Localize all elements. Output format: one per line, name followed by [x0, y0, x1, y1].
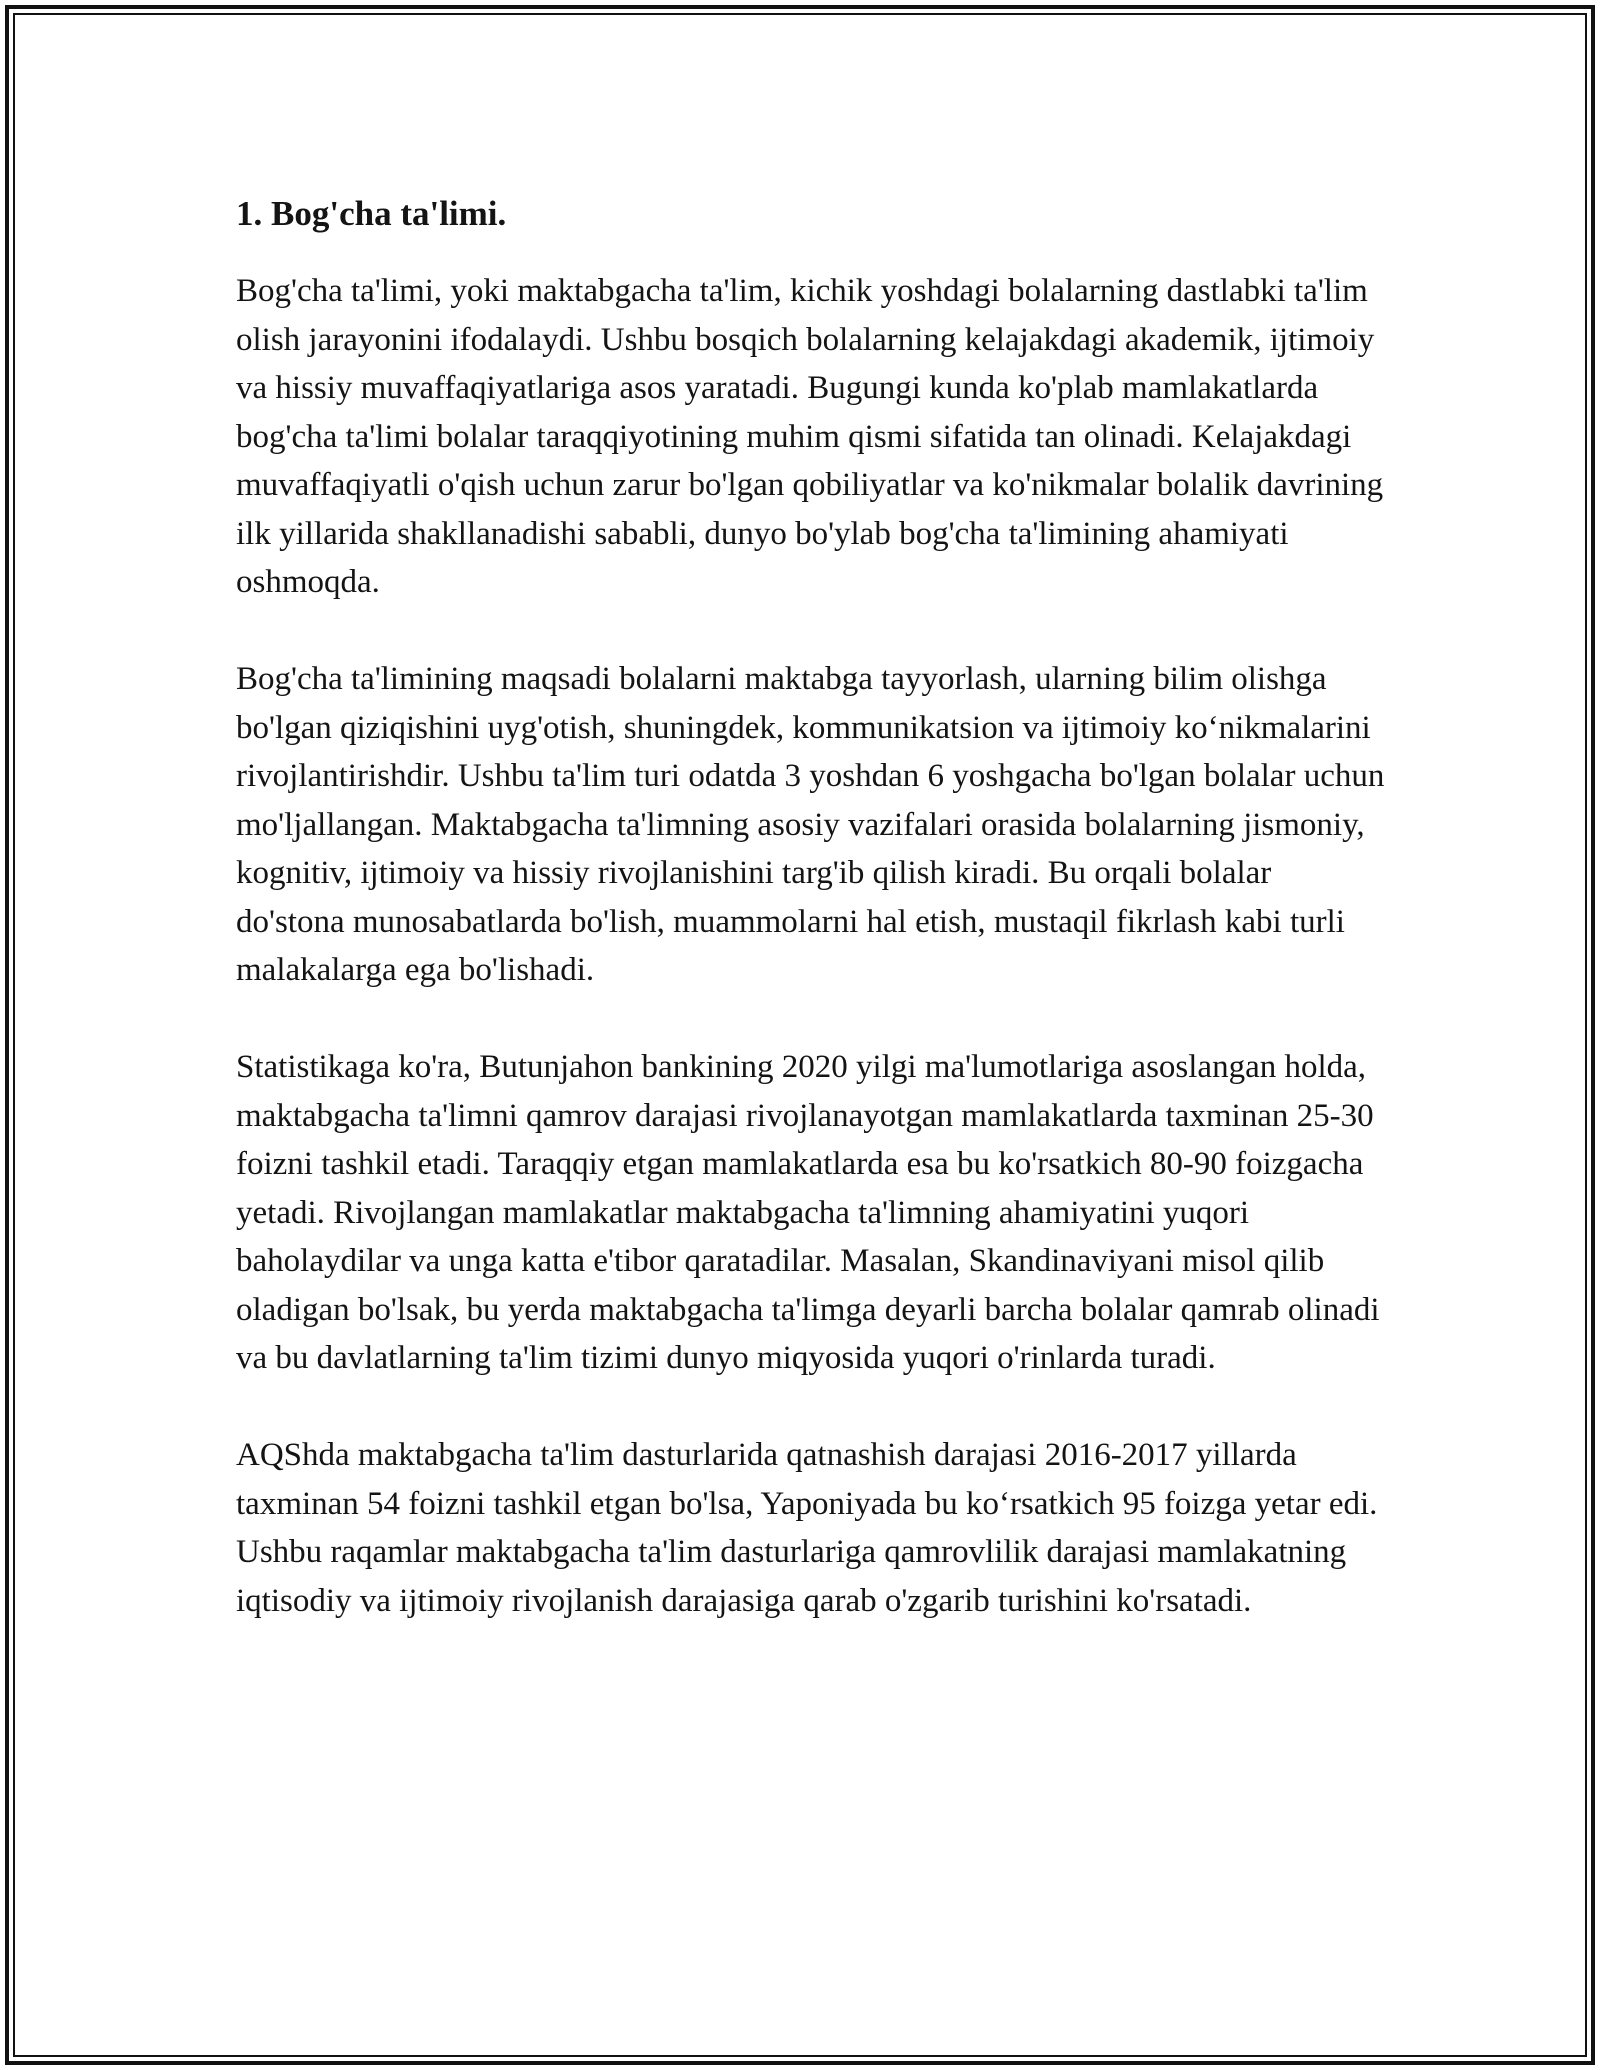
paragraph-goals: Bog'cha ta'limining maqsadi bolalarni maktabga tayyorlash, ularning bilim olishga bo'lgan qiziqishini uyg'otish, shuningdek, kommunikatsion va ijtimoiy ko‘nikmalarini rivojlantirishdir. Ushbu ta'lim turi odatda 3 yoshdan 6 yoshgacha bo'lgan bolalar uchun mo'ljallangan. Maktabgacha ta'limning asosiy vazifalari orasida bolalarning jismoniy, kognitiv, ijtimoiy va hissiy rivojlanishini targ'ib qilish kiradi. Bu orqali bolalar do'stona munosabatlarda bo'lish, muammolarni hal etish, mustaqil fikrlash kabi turli malakalarga ega bo'lishadi.	[236, 661, 1385, 988]
paragraph-usa-japan: AQShda maktabgacha ta'lim dasturlarida qatnashish darajasi 2016-2017 yillarda taxminan 54 foizni tashkil etgan bo'lsa, Yaponiyada bu ko‘rsatkich 95 foizga yetar edi. Ushbu raqamlar maktabgacha ta'lim dasturlariga qamrovlilik darajasi mamlakatning iqtisodiy va ijtimoiy rivojlanish darajasiga qarab o'zgarib turishini ko'rsatadi.	[236, 1437, 1378, 1619]
paragraph-statistics: Statistikaga ko'ra, Butunjahon bankining 2020 yilgi ma'lumotlariga asoslangan holda, maktabgacha ta'limni qamrov darajasi rivojlanayotgan mamlakatlarda taxminan 25-30 foizni tashkil etadi. Taraqqiy etgan mamlakatlarda esa bu ko'rsatkich 80-90 foizgacha yetadi. Rivojlangan mamlakatlar maktabgacha ta'limning ahamiyatini yuqori baholaydilar va unga katta e'tibor qaratadilar. Masalan, Skandinaviyani misol qilib oladigan bo'lsak, bu yerda maktabgacha ta'limga deyarli barcha bolalar qamrab olinadi va bu davlatlarning ta'lim tizimi dunyo miqyosida yuqori o'rinlarda turadi.	[236, 1049, 1380, 1376]
paragraph-introduction: Bog'cha ta'limi, yoki maktabgacha ta'lim, kichik yoshdagi bolalarning dastlabki ta'lim olish jarayonini ifodalaydi. Ushbu bosqich bolalarning kelajakdagi akademik, ijtimoiy va hissiy muvaffaqiyatlariga asos yaratadi. Bugungi kunda ko'plab mamlakatlarda bog'cha ta'limi bolalar taraqqiyotining muhim qismi sifatida tan olinadi. Kelajakdagi muvaffaqiyatli o'qish uchun zarur bo'lgan qobiliyatlar va ko'nikmalar bolalik davrining ilk yillarida shakllanadishi sababli, dunyo bo'ylab bog'cha ta'limining ahamiyati oshmoqda.	[236, 273, 1384, 600]
section-heading: 1. Bog'cha ta'limi.	[236, 194, 507, 233]
document-body	[236, 185, 1386, 1625]
